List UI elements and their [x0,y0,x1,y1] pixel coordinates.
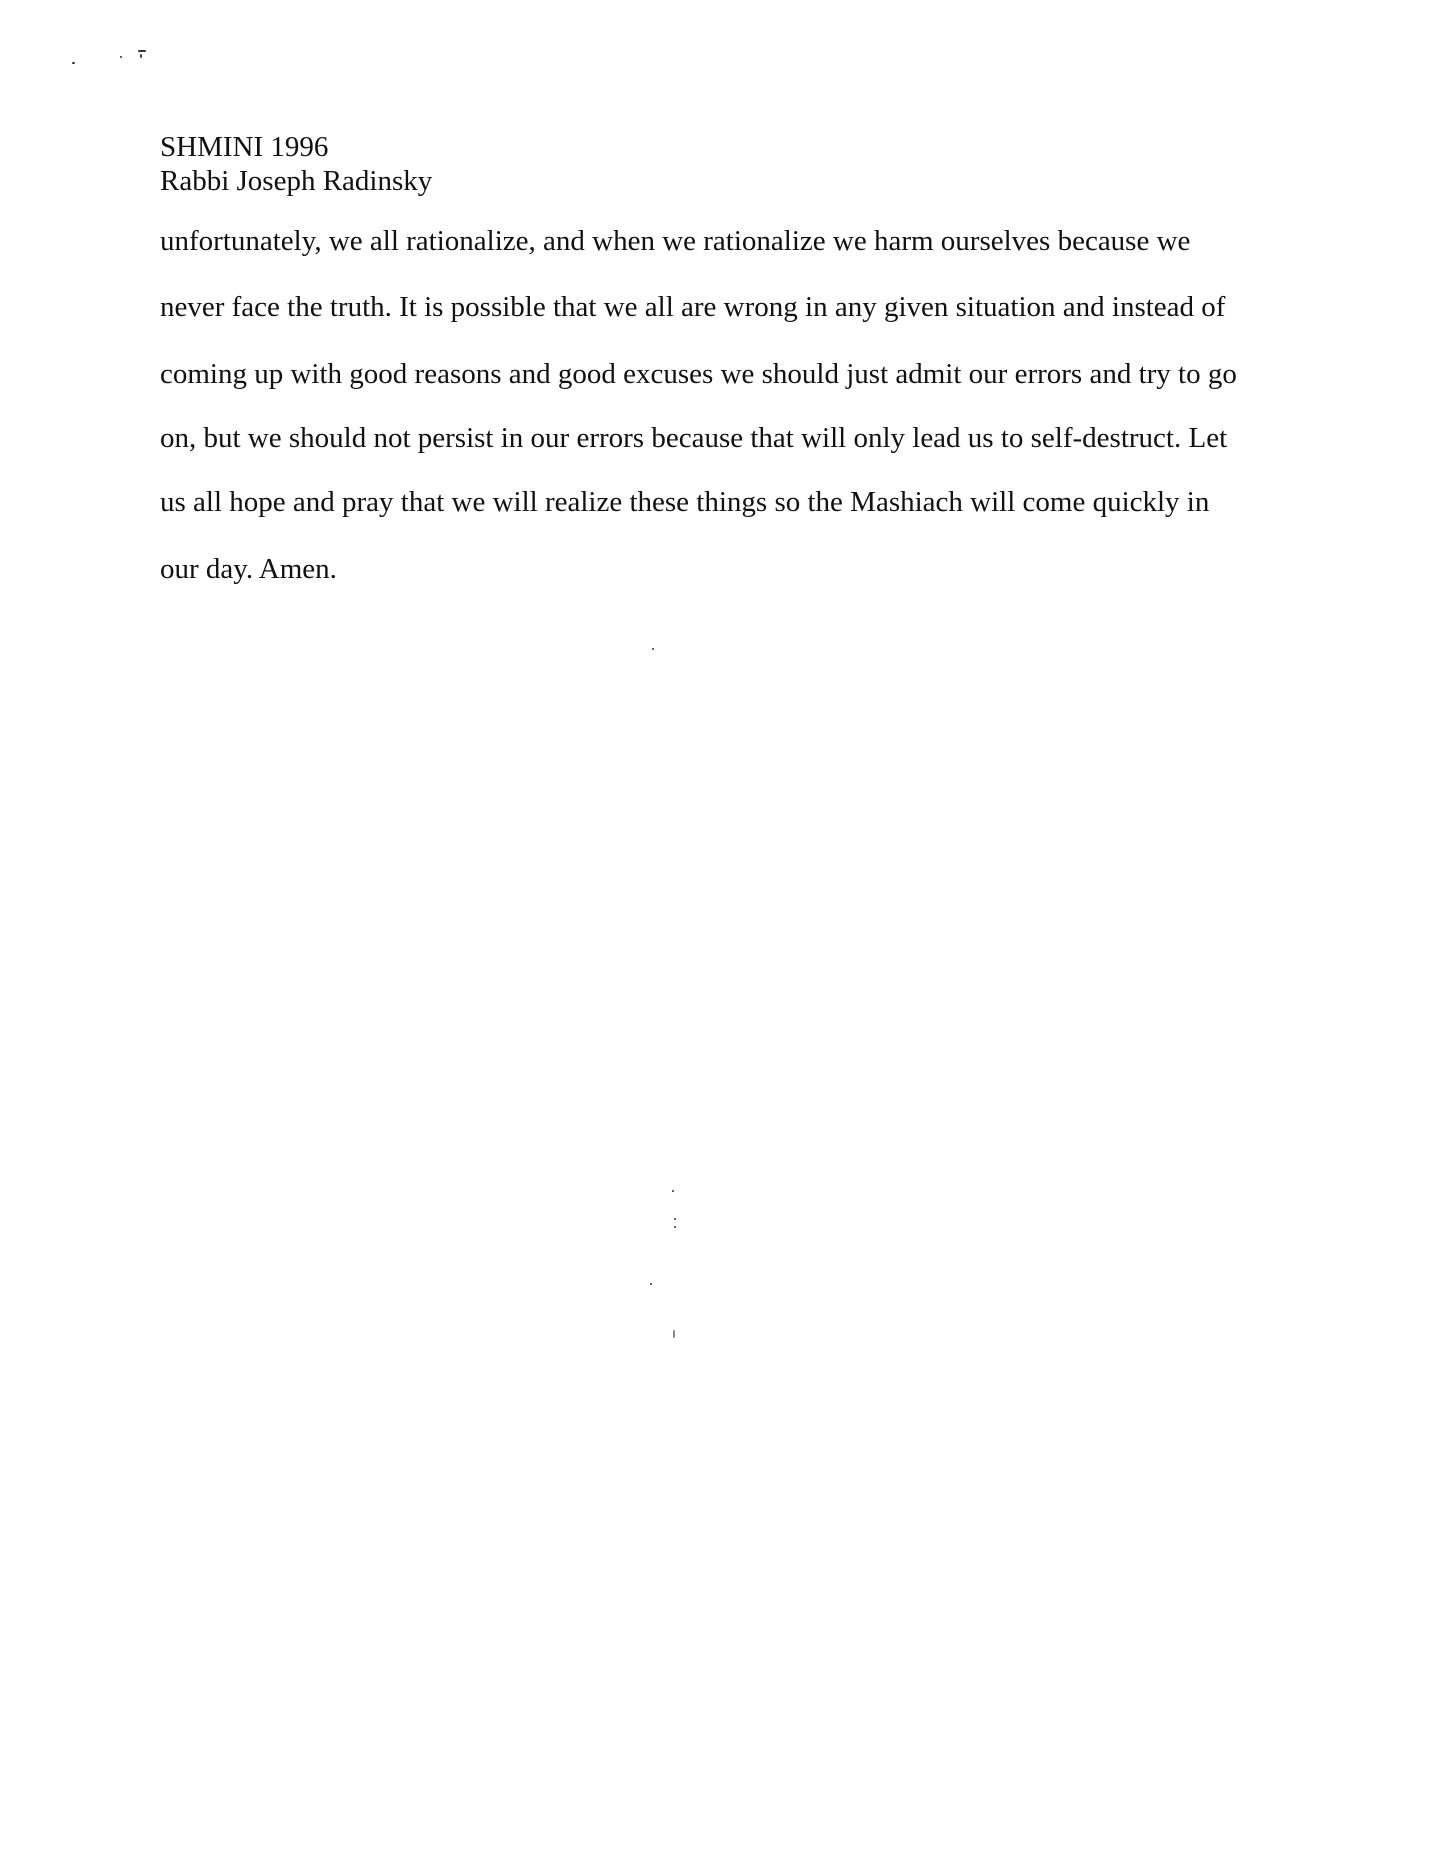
scan-speck [140,54,142,58]
scan-speck [674,1226,676,1228]
scan-speck [650,1283,652,1285]
scan-speck [652,648,654,650]
document-author: Rabbi Joseph Radinsky [160,165,433,197]
scan-speck [674,1218,676,1220]
scan-speck [120,56,122,58]
document-title: SHMINI 1996 [160,131,329,163]
scan-speck [672,1190,674,1192]
body-line: our day. Amen. [160,553,337,585]
body-line: on, but we should not persist in our errors because that will only lead us to self-destruct. Let [160,422,1228,454]
scan-speck [673,1330,675,1338]
body-line: unfortunately, we all rationalize, and when we rationalize we harm ourselves because we [160,225,1191,257]
scan-speck [138,50,146,52]
document-header [160,130,432,198]
body-line: us all hope and pray that we will realize these things so the Mashiach will come quickly in [160,486,1210,518]
body-line: coming up with good reasons and good excuses we should just admit our errors and try to go [160,358,1237,390]
body-line: never face the truth. It is possible that we all are wrong in any given situation and instead of [160,291,1226,323]
scan-speck [72,62,75,64]
